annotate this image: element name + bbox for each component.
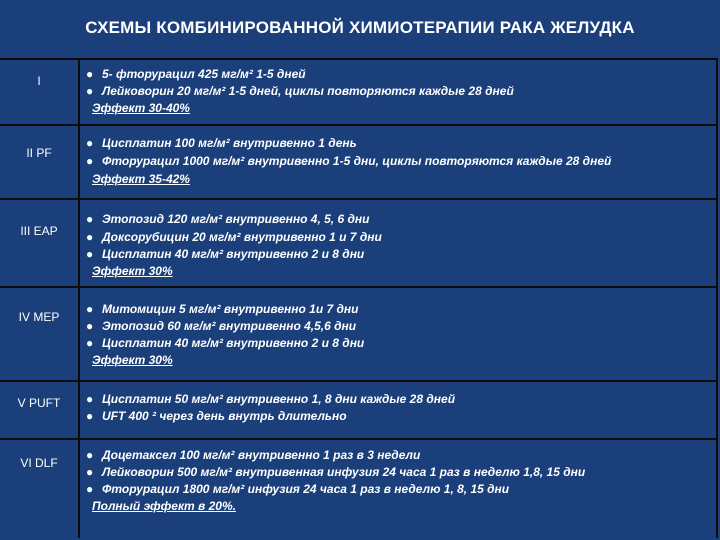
bullet-icon: ● (86, 336, 94, 350)
bullet-icon: ● (86, 319, 94, 333)
bullet-icon: ● (86, 392, 94, 406)
drug-line: ● Цисплатин 50 мг/м² внутривенно 1, 8 дни каждые 28 дней (86, 392, 456, 406)
regimen-name: III EAP (20, 224, 58, 238)
bullet-icon: ● (86, 302, 94, 316)
regimen-name-cell (0, 440, 80, 538)
regimen-table (0, 58, 718, 540)
effect-text: Эффект 35-42% (92, 172, 190, 186)
drug-line: ● 5- фторурацил 425 мг/м² 1-5 дней (86, 67, 306, 81)
drug-line: ● UFT 400 ² через день внутрь длительно (86, 409, 347, 423)
regimen-name-cell (0, 60, 80, 124)
regimen-details-cell (86, 200, 714, 286)
regimen-name: I (37, 74, 41, 88)
regimen-name-cell (0, 382, 80, 438)
bullet-icon: ● (86, 84, 94, 98)
table-right-border (716, 58, 718, 538)
regimen-details-cell (86, 288, 714, 380)
bullet-icon: ● (86, 448, 94, 462)
drug-line: ● Цисплатин 40 мг/м² внутривенно 2 и 8 дни (86, 247, 365, 261)
regimen-row (0, 126, 718, 200)
regimen-name: V PUFT (17, 396, 61, 410)
regimen-name: VI DLF (20, 456, 58, 470)
bullet-icon: ● (86, 136, 94, 150)
bullet-icon: ● (86, 230, 94, 244)
effect-text: Полный эффект в 20%. (92, 499, 236, 513)
bullet-icon: ● (86, 482, 94, 496)
drug-line: ● Фторурацил 1000 мг/м² внутривенно 1-5 дни, циклы повторяются каждые 28 дней (86, 154, 612, 168)
regimen-row (0, 440, 718, 538)
drug-line: ● Доцетаксел 100 мг/м² внутривенно 1 раз в 3 недели (86, 448, 421, 462)
regimen-details-cell (86, 126, 714, 198)
bullet-icon: ● (86, 154, 94, 168)
regimen-name-cell (0, 288, 80, 380)
bullet-icon: ● (86, 465, 94, 479)
drug-line: ● Цисплатин 100 мг/м² внутривенно 1 день (86, 136, 357, 150)
regimen-details-cell (86, 382, 714, 438)
effect-text: Эффект 30-40% (92, 101, 190, 115)
regimen-name-cell (0, 126, 80, 198)
drug-line: ● Лейковорин 500 мг/м² внутривенная инфузия 24 часа 1 раз в неделю 1,8, 15 дни (86, 465, 586, 479)
regimen-row (0, 382, 718, 440)
regimen-name: IV MEP (18, 310, 60, 324)
regimen-name: II PF (26, 146, 52, 160)
bullet-icon: ● (86, 247, 94, 261)
regimen-row (0, 200, 718, 288)
regimen-row (0, 60, 718, 126)
page-title: СХЕМЫ КОМБИНИРОВАННОЙ ХИМИОТЕРАПИИ РАКА ЖЕЛУДКА (85, 18, 635, 37)
bullet-icon: ● (86, 409, 94, 423)
drug-line: ● Этопозид 120 мг/м² внутривенно 4, 5, 6 дни (86, 212, 370, 226)
regimen-row (0, 288, 718, 382)
regimen-name-cell (0, 200, 80, 286)
drug-line: ● Цисплатин 40 мг/м² внутривенно 2 и 8 дни (86, 336, 365, 350)
drug-line: ● Доксорубицин 20 мг/м² внутривенно 1 и 7 дни (86, 230, 382, 244)
drug-line: ● Митомицин 5 мг/м² внутривенно 1и 7 дни (86, 302, 359, 316)
drug-line: ● Фторурацил 1800 мг/м² инфузия 24 часа 1 раз в неделю 1, 8, 15 дни (86, 482, 510, 496)
drug-line: ● Лейковорин 20 мг/м² 1-5 дней, циклы повторяются каждые 28 дней (86, 84, 514, 98)
regimen-details-cell (86, 440, 714, 538)
effect-text: Эффект 30% (92, 353, 173, 367)
bullet-icon: ● (86, 212, 94, 226)
drug-line: ● Этопозид 60 мг/м² внутривенно 4,5,6 дни (86, 319, 357, 333)
effect-text: Эффект 30% (92, 264, 173, 278)
regimen-details-cell (86, 60, 714, 124)
bullet-icon: ● (86, 67, 94, 81)
